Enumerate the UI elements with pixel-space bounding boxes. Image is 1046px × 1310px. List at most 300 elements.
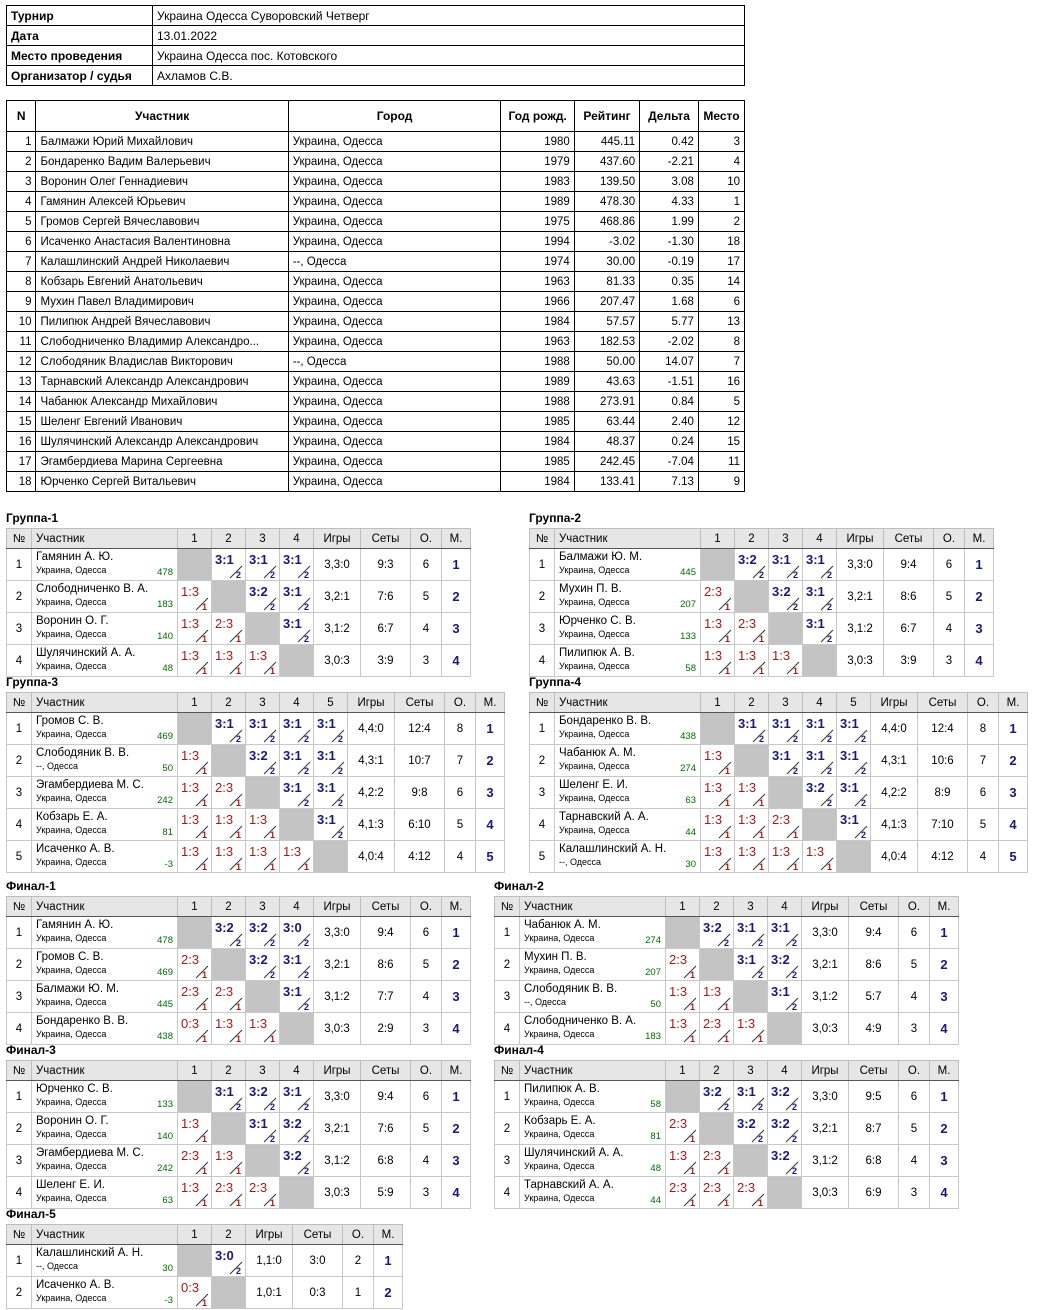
match-result (768, 1145, 802, 1177)
place-cell (930, 1145, 959, 1177)
match-score: 3:1 (737, 1084, 756, 1099)
match-score: 3:2 (249, 584, 268, 599)
place-cell (442, 1081, 471, 1113)
match-points: 1 (235, 862, 241, 872)
self-cell (246, 777, 280, 809)
table-cell: -1.51 (640, 372, 699, 392)
info-value: Украина Одесса Суворовский Четверг (153, 6, 745, 26)
sets-cell: 6:8 (849, 1145, 899, 1177)
player-rating: 133 (157, 1099, 173, 1110)
match-result (735, 613, 769, 645)
match-result (178, 809, 212, 841)
match-points: 2 (235, 1102, 241, 1112)
player-rating: 48 (162, 663, 173, 674)
place-value: 1 (975, 557, 983, 572)
table-cell: 1 (7, 132, 36, 152)
match-score: 1:3 (181, 584, 200, 599)
table-row (7, 272, 745, 292)
match-score: 1:3 (703, 984, 722, 999)
match-result (280, 917, 314, 949)
place-value: 1 (452, 925, 460, 940)
games-cell: 3,1:2 (802, 981, 849, 1013)
match-score: 3:1 (249, 1116, 268, 1131)
table-cell: 1988 (501, 392, 574, 412)
match-result (735, 777, 769, 809)
match-points: 1 (269, 862, 275, 872)
match-points: 2 (337, 734, 343, 744)
match-score: 0:3 (181, 1280, 200, 1295)
player-name: Бондаренко В. В. (559, 715, 652, 727)
match-points: 2 (758, 570, 764, 580)
match-score: 1:3 (215, 844, 234, 859)
table-cell: 3 (698, 132, 744, 152)
match-result (212, 1245, 246, 1277)
table-cell: 17 (7, 452, 36, 472)
place-value: 1 (452, 557, 460, 572)
games-cell: 3,3:0 (802, 1081, 849, 1113)
row-number: 1 (495, 1081, 520, 1113)
match-score: 3:1 (283, 584, 302, 599)
table-row (7, 392, 745, 412)
table-cell: 1994 (501, 232, 574, 252)
sets-cell: 3:9 (884, 645, 934, 677)
table-cell: Украина, Одесса (288, 412, 501, 432)
player-city: Украина, Одесса (524, 1029, 595, 1039)
row-number: 2 (495, 949, 520, 981)
match-result (734, 1013, 768, 1045)
table-cell: 9 (698, 472, 744, 492)
group-row (7, 809, 505, 841)
points-cell: 4 (445, 841, 476, 873)
place-cell (374, 1245, 403, 1277)
player-cell (32, 1013, 178, 1045)
table-cell: 7 (698, 352, 744, 372)
row-number: 2 (7, 1277, 32, 1309)
self-cell (280, 645, 314, 677)
header-sets: Сеты (849, 1061, 899, 1081)
self-cell (734, 1145, 768, 1177)
table-cell: Украина, Одесса (288, 452, 501, 472)
player-city: Украина, Одесса (36, 1161, 107, 1171)
sets-cell: 9:4 (361, 1081, 411, 1113)
header-sets: Сеты (293, 1225, 343, 1245)
group-row (7, 981, 471, 1013)
header-opponent: 1 (666, 897, 700, 917)
sets-cell: 6:7 (361, 613, 411, 645)
header-place: М. (442, 897, 471, 917)
match-result (314, 809, 348, 841)
table-cell: 1988 (501, 352, 574, 372)
place-value: 2 (384, 1285, 392, 1300)
table-cell: Украина, Одесса (288, 152, 501, 172)
table-cell: 11 (698, 452, 744, 472)
sets-cell: 8:6 (849, 949, 899, 981)
header-player: Участник (32, 529, 178, 549)
sets-cell: 9:8 (395, 777, 445, 809)
table-cell: 1985 (501, 412, 574, 432)
self-cell (735, 581, 769, 613)
match-score: 1:3 (704, 812, 723, 827)
match-result (769, 549, 803, 581)
table-cell: 5 (698, 392, 744, 412)
table-cell: 2 (698, 212, 744, 232)
points-cell: 5 (934, 581, 965, 613)
header-games: Игры (314, 529, 361, 549)
player-name: Кобзарь Е. А. (524, 1115, 596, 1127)
table-cell: Юрченко Сергей Витальевич (36, 472, 288, 492)
match-result (280, 1081, 314, 1113)
match-points: 1 (201, 862, 207, 872)
match-score: 2:3 (215, 1180, 234, 1195)
match-score: 1:3 (669, 1148, 688, 1163)
header-sets: Сеты (361, 1061, 411, 1081)
match-result (803, 841, 837, 873)
player-rating: 44 (685, 827, 696, 838)
player-city: Украина, Одесса (524, 1193, 595, 1203)
table-row (7, 332, 745, 352)
header-games: Игры (314, 1061, 361, 1081)
table-cell: Мухин Павел Владимирович (36, 292, 288, 312)
table-cell: 48.37 (574, 432, 639, 452)
match-result (837, 713, 871, 745)
match-points: 1 (201, 798, 207, 808)
table-cell: 182.53 (574, 332, 639, 352)
table-cell: 445.11 (574, 132, 639, 152)
header-games: Игры (802, 897, 849, 917)
games-cell: 3,3:0 (837, 549, 884, 581)
player-rating: 183 (645, 1031, 661, 1042)
player-name: Мухин П. В. (559, 583, 622, 595)
match-score: 1:3 (704, 844, 723, 859)
match-score: 3:1 (806, 748, 825, 763)
match-points: 1 (303, 862, 309, 872)
place-cell (930, 1081, 959, 1113)
table-cell: Украина, Одесса (288, 172, 501, 192)
match-score: 3:1 (317, 716, 336, 731)
self-cell (837, 841, 871, 873)
match-points: 1 (689, 1166, 695, 1176)
player-cell (520, 917, 666, 949)
match-points: 1 (723, 1198, 729, 1208)
self-cell (768, 1013, 802, 1045)
row-number: 2 (7, 745, 32, 777)
match-points: 2 (792, 766, 798, 776)
self-cell (280, 1013, 314, 1045)
match-points: 1 (792, 666, 798, 676)
match-result (212, 917, 246, 949)
match-result (768, 981, 802, 1013)
games-cell: 3,0:3 (314, 1177, 361, 1209)
points-cell: 6 (411, 1081, 442, 1113)
table-cell: 4.33 (640, 192, 699, 212)
match-result (314, 745, 348, 777)
match-points: 1 (201, 830, 207, 840)
points-cell: 6 (445, 777, 476, 809)
player-city: Украина, Одесса (36, 1193, 107, 1203)
header-games: Игры (348, 693, 395, 713)
player-rating: 30 (685, 859, 696, 870)
group-header (7, 529, 471, 549)
match-points: 1 (235, 1166, 241, 1176)
place-value: 4 (975, 653, 983, 668)
match-points: 2 (791, 1102, 797, 1112)
player-cell (555, 613, 701, 645)
player-cell (32, 581, 178, 613)
player-city: Украина, Одесса (559, 629, 630, 639)
match-points: 1 (269, 1198, 275, 1208)
header-player: Участник (555, 529, 701, 549)
player-cell (32, 809, 178, 841)
info-key: Дата (7, 26, 153, 46)
table-cell: Шеленг Евгений Иванович (36, 412, 288, 432)
place-value: 4 (1009, 817, 1017, 832)
points-cell: 5 (899, 1113, 930, 1145)
games-cell: 3,0:3 (314, 1013, 361, 1045)
header-place: М. (374, 1225, 403, 1245)
header-num: № (7, 1061, 32, 1081)
header-num: № (530, 693, 555, 713)
points-cell: 7 (445, 745, 476, 777)
match-result (735, 549, 769, 581)
match-result (734, 917, 768, 949)
match-score: 3:2 (771, 1084, 790, 1099)
table-cell: 1.99 (640, 212, 699, 232)
participants-header (7, 101, 745, 132)
player-rating: 81 (162, 827, 173, 838)
games-cell: 3,2:1 (802, 949, 849, 981)
table-cell: 1989 (501, 372, 574, 392)
table-cell: 1980 (501, 132, 574, 152)
match-score: 3:1 (283, 616, 302, 631)
place-value: 2 (452, 589, 460, 604)
table-cell: 14.07 (640, 352, 699, 372)
match-result (280, 745, 314, 777)
match-result (735, 841, 769, 873)
match-points: 1 (201, 1198, 207, 1208)
player-rating: 438 (680, 731, 696, 742)
player-name: Шеленг Е. И. (36, 1179, 105, 1191)
match-score: 2:3 (669, 1116, 688, 1131)
match-score: 2:3 (215, 984, 234, 999)
match-score: 3:1 (806, 616, 825, 631)
group-row (530, 581, 994, 613)
games-cell: 4,2:2 (348, 777, 395, 809)
match-points: 1 (757, 1034, 763, 1044)
sets-cell: 8:7 (849, 1113, 899, 1145)
match-score: 1:3 (181, 1180, 200, 1195)
player-city: Украина, Одесса (559, 729, 630, 739)
match-result (700, 1145, 734, 1177)
match-result (212, 645, 246, 677)
self-cell (700, 1113, 734, 1145)
match-score: 3:1 (772, 716, 791, 731)
player-rating: 445 (157, 999, 173, 1010)
match-score: 1:3 (704, 648, 723, 663)
match-points: 1 (269, 1034, 275, 1044)
games-cell: 3,2:1 (314, 1113, 361, 1145)
match-points: 2 (269, 766, 275, 776)
match-points: 2 (269, 1102, 275, 1112)
match-points: 2 (269, 970, 275, 980)
player-rating: 50 (650, 999, 661, 1010)
match-score: 2:3 (737, 1180, 756, 1195)
table-cell: --, Одесса (288, 252, 501, 272)
games-cell: 3,1:2 (837, 613, 884, 645)
match-result (246, 949, 280, 981)
player-rating: 274 (680, 763, 696, 774)
match-points: 2 (337, 830, 343, 840)
match-points: 2 (860, 734, 866, 744)
player-name: Слободниченко В. А. (524, 1015, 637, 1027)
row-number: 3 (495, 981, 520, 1013)
place-value: 3 (940, 989, 948, 1004)
group-row (7, 613, 471, 645)
match-score: 3:1 (283, 952, 302, 967)
match-score: 1:3 (669, 1016, 688, 1031)
table-cell: Чабанюк Александр Михайлович (36, 392, 288, 412)
match-points: 1 (201, 602, 207, 612)
match-result (735, 645, 769, 677)
points-cell: 5 (968, 809, 999, 841)
match-score: 3:1 (317, 812, 336, 827)
match-score: 3:1 (806, 552, 825, 567)
match-points: 1 (757, 1198, 763, 1208)
row-number: 4 (7, 1177, 32, 1209)
header-points: О. (899, 897, 930, 917)
table-row (7, 352, 745, 372)
place-cell (965, 549, 994, 581)
sets-cell: 4:12 (395, 841, 445, 873)
match-points: 2 (826, 570, 832, 580)
table-cell: 7.13 (640, 472, 699, 492)
header-opponent: 4 (803, 529, 837, 549)
player-cell (32, 713, 178, 745)
match-points: 2 (269, 1134, 275, 1144)
table-cell: 13 (7, 372, 36, 392)
match-points: 1 (758, 830, 764, 840)
match-points: 1 (235, 1034, 241, 1044)
place-cell (442, 981, 471, 1013)
table-cell: Украина, Одесса (288, 272, 501, 292)
table-cell: Украина, Одесса (288, 332, 501, 352)
player-city: Украина, Одесса (559, 825, 630, 835)
player-city: Украина, Одесса (36, 793, 107, 803)
table-cell: Балмажи Юрий Михайлович (36, 132, 288, 152)
player-name: Гамянин А. Ю. (36, 919, 114, 931)
header-player: Участник (32, 1061, 178, 1081)
table-cell: Эгамбердиева Марина Сергеевна (36, 452, 288, 472)
player-rating: 48 (650, 1163, 661, 1174)
match-result (666, 1113, 700, 1145)
player-name: Чабанюк А. М. (524, 919, 601, 931)
match-points: 2 (826, 734, 832, 744)
row-number: 2 (495, 1113, 520, 1145)
header-player: Участник (32, 693, 178, 713)
row-number: 3 (7, 613, 32, 645)
match-points: 2 (235, 734, 241, 744)
place-cell (999, 713, 1028, 745)
group-row (7, 949, 471, 981)
place-value: 2 (940, 1121, 948, 1136)
match-result (178, 949, 212, 981)
match-result (246, 809, 280, 841)
group-row (7, 1145, 471, 1177)
match-result (212, 1145, 246, 1177)
group-row (7, 777, 505, 809)
player-name: Громов С. В. (36, 951, 104, 963)
place-cell (930, 917, 959, 949)
header-opponent: 4 (280, 529, 314, 549)
group-title: Финал-3 (6, 1043, 56, 1057)
points-cell: 4 (968, 841, 999, 873)
match-points: 1 (201, 766, 207, 776)
match-score: 2:3 (249, 1180, 268, 1195)
table-row (7, 252, 745, 272)
points-cell: 3 (411, 1177, 442, 1209)
match-points: 2 (758, 734, 764, 744)
group-row (495, 1113, 959, 1145)
table-row (7, 212, 745, 232)
match-score: 3:1 (283, 552, 302, 567)
player-cell (555, 841, 701, 873)
match-result (700, 1177, 734, 1209)
player-name: Кобзарь Е. А. (36, 811, 108, 823)
match-points: 2 (860, 830, 866, 840)
player-rating: 133 (680, 631, 696, 642)
points-cell: 6 (968, 777, 999, 809)
header-opponent: 2 (735, 693, 769, 713)
sets-cell: 10:7 (395, 745, 445, 777)
match-result (178, 777, 212, 809)
points-cell: 3 (411, 1013, 442, 1045)
games-cell: 3,0:3 (314, 645, 361, 677)
info-row (7, 6, 745, 26)
player-cell (555, 645, 701, 677)
player-cell (520, 1013, 666, 1045)
player-cell (520, 1081, 666, 1113)
column-header: Место (698, 101, 744, 132)
match-score: 1:3 (772, 648, 791, 663)
place-value: 1 (486, 721, 494, 736)
match-result (768, 917, 802, 949)
player-rating: -3 (164, 1295, 173, 1306)
match-result (734, 1177, 768, 1209)
table-cell: 5 (7, 212, 36, 232)
row-number: 3 (530, 613, 555, 645)
match-points: 2 (860, 798, 866, 808)
match-points: 2 (303, 602, 309, 612)
place-value: 2 (940, 957, 948, 972)
match-result (701, 581, 735, 613)
points-cell: 6 (411, 549, 442, 581)
header-opponent: 2 (700, 897, 734, 917)
match-score: 1:3 (215, 812, 234, 827)
match-score: 2:3 (181, 1148, 200, 1163)
match-score: 2:3 (738, 616, 757, 631)
table-cell: Исаченко Анастасия Валентиновна (36, 232, 288, 252)
self-cell (769, 777, 803, 809)
sets-cell: 10:6 (918, 745, 968, 777)
player-rating: 478 (157, 935, 173, 946)
match-points: 2 (303, 1134, 309, 1144)
row-number: 1 (7, 917, 32, 949)
place-cell (374, 1277, 403, 1309)
match-result (701, 613, 735, 645)
player-name: Тарнавский А. А. (524, 1179, 614, 1191)
match-score: 3:1 (738, 716, 757, 731)
match-result (212, 809, 246, 841)
table-cell: Украина, Одесса (288, 392, 501, 412)
